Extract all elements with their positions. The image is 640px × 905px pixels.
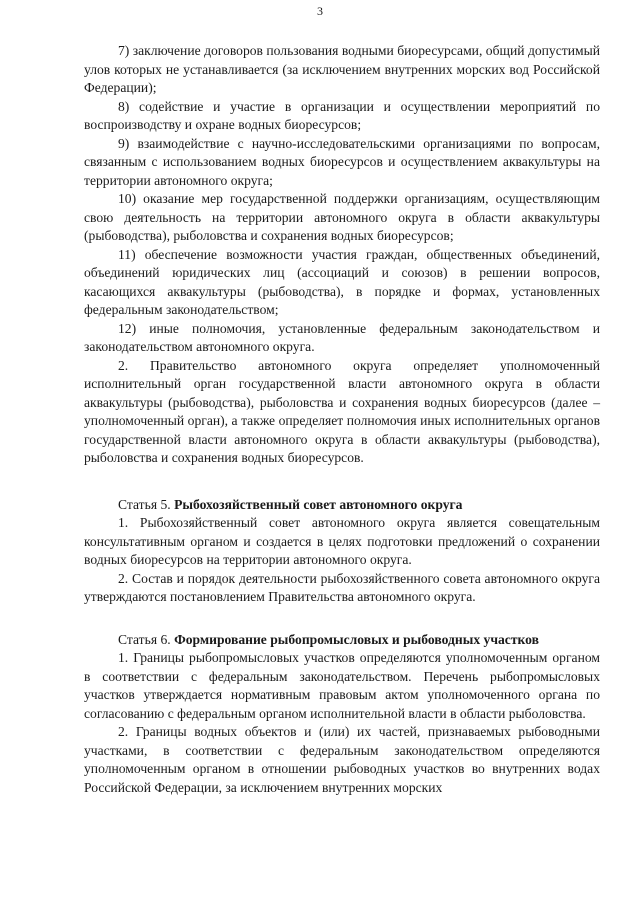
clause-paragraph: 2. Правительство автономного округа определяет уполномоченный исполнительный орган государственной власти автономного округа в области аквакультуры (рыбоводства), рыболовства и сохранения водных биоресурсов (далее – уполномоченный орган), а также определяет полномочия иных исполнительных органов государственной власти автономного округа в области аквакультуры (рыбоводства), рыболовства и сохранения водных биоресурсов. — [84, 357, 600, 465]
list-item: 8) содействие и участие в организации и осуществлении мероприятий по воспроизводству и охране водных биоресурсов; — [84, 98, 600, 132]
list-item: 9) взаимодействие с научно-исследовательскими организациями по вопросам, связанным с использованием водных биоресурсов и осуществлением аквакультуры на территории автономного округа; — [84, 135, 600, 188]
clause-paragraph: 2. Границы водных объектов и (или) их частей, признаваемых рыбоводными участками, в соответствии с федеральным законодательством определяются уполномоченным органом в отношении рыбоводных участков во внутренних водах Российской Федерации, за исключением внутренних морских — [84, 724, 600, 795]
article-5-heading — [84, 496, 600, 515]
article-6-heading — [84, 631, 600, 650]
list-item: 11) обеспечение возможности участия граждан, общественных объединений, объединений юридических лиц (ассоциаций и союзов) в решении вопросов, касающихся аквакультуры (рыбоводства), в порядке и формах, установленных федеральным законодательством; — [84, 246, 600, 317]
document-body — [84, 42, 600, 797]
article-title: Рыбохозяйственный совет автономного округа — [174, 496, 463, 512]
clause-paragraph: 1. Рыбохозяйственный совет автономного округа является совещательным консультативным органом и создается в целях подготовки предложений о сохранении водных биоресурсов на территории автономного округа. — [84, 515, 600, 567]
list-item: 7) заключение договоров пользования водными биоресурсами, общий допустимый улов которых не устанавливается (за исключением внутренних морских вод Российской Федерации); — [84, 43, 600, 95]
clause-paragraph: 2. Состав и порядок деятельности рыбохозяйственного совета автономного округа утверждаются постановлением Правительства автономного округа. — [84, 570, 600, 604]
page-number: 3 — [317, 4, 323, 18]
clause-paragraph: 1. Границы рыбопромысловых участков определяются уполномоченным органом в соответствии с федеральным законодательством. Перечень рыбопромысловых участков утверждается нормативным правовым актом уполномоченного органа по согласованию с федеральным органом исполнительной власти в области рыболовства. — [84, 650, 600, 721]
list-item: 10) оказание мер государственной поддержки организациям, осуществляющим свою деятельность на территории автономного округа в области аквакультуры (рыбоводства), рыболовства и сохранения водных биоресурсов; — [84, 191, 600, 243]
article-prefix: Статья 6. — [118, 631, 175, 647]
article-prefix: Статья 5. — [118, 496, 175, 512]
list-item: 12) иные полномочия, установленные федеральным законодательством и законодательством автономного округа. — [84, 320, 600, 354]
article-title: Формирование рыбопромысловых и рыбоводных участков — [174, 631, 539, 647]
